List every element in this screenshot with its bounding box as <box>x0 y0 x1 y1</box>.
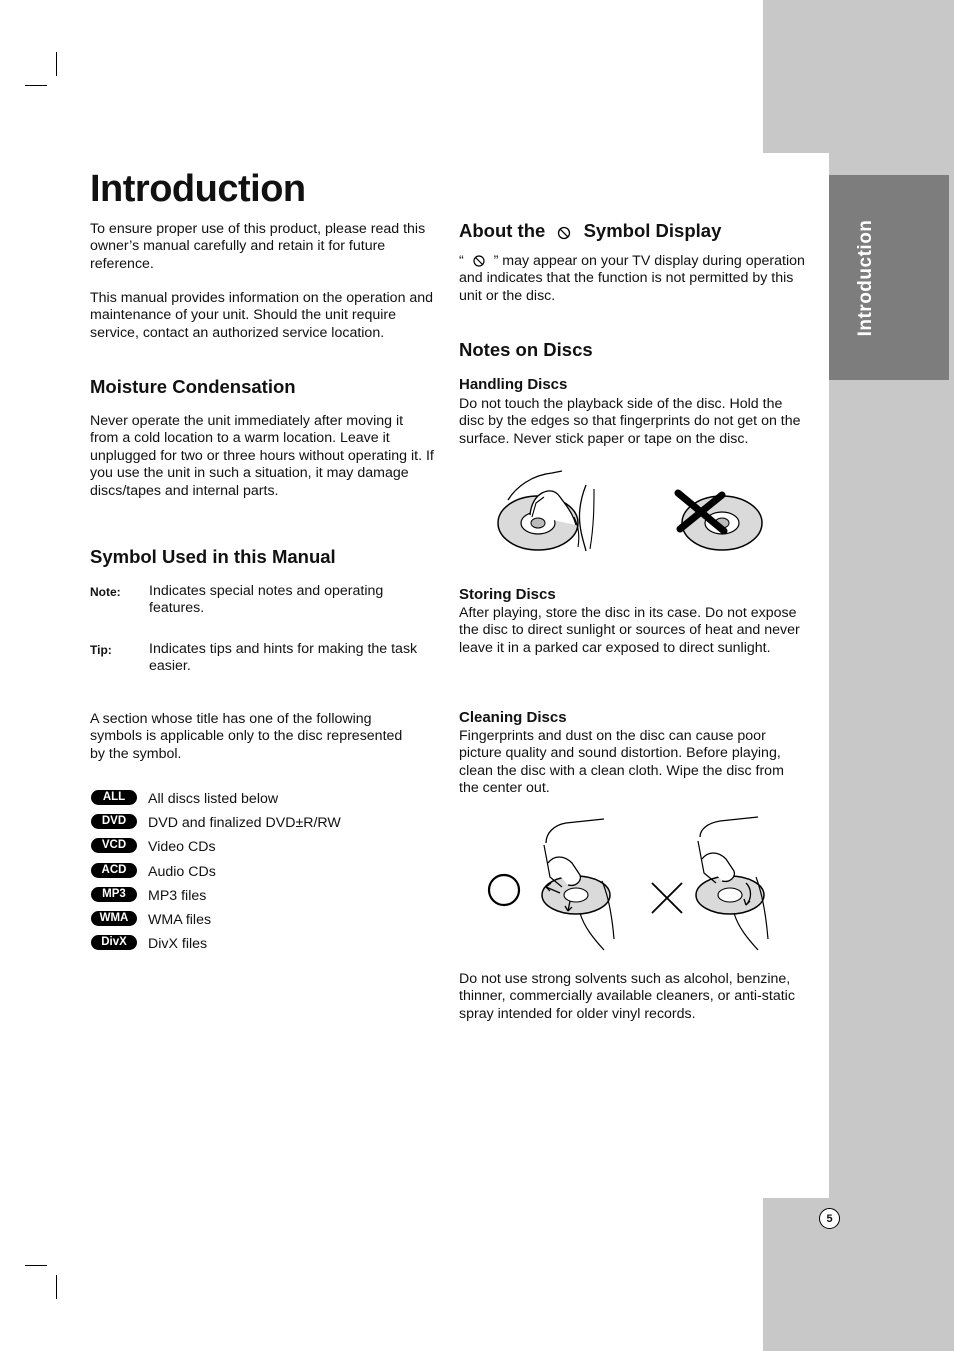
incorrect-cleaning-disc-icon <box>696 817 768 950</box>
disc-badge-wma: WMA <box>91 911 137 926</box>
handling-heading: Handling Discs <box>459 376 568 393</box>
disc-badge-vcd: VCD <box>91 838 137 853</box>
intro-paragraph-2: This manual provides information on the operation and maintenance of your unit. Should the unit require service, contact an authorized service location. <box>90 290 434 341</box>
disc-handling-illustration <box>490 465 780 560</box>
about-symbol-body <box>459 253 807 305</box>
crop-mark <box>25 85 47 86</box>
disc-badge-divx: DivX <box>91 935 137 950</box>
crop-mark <box>56 1275 57 1299</box>
note-text: Indicates special notes and operating features. <box>149 583 384 617</box>
solvents-warning: Do not use strong solvents such as alcohol, benzine, thinner, commercially available cleaners, or anti-static spray intended for older vinyl records. <box>459 971 795 1022</box>
symbols-heading: Symbol Used in this Manual <box>90 546 336 567</box>
page-margin-strip-bottom <box>763 1198 954 1351</box>
disc-badge-all: ALL <box>91 790 137 805</box>
disc-badge-mp3: MP3 <box>91 887 137 902</box>
tip-key: Tip: <box>90 643 112 657</box>
notes-on-discs-heading: Notes on Discs <box>459 339 593 360</box>
side-tab-label: Introduction <box>855 219 876 337</box>
disc-label: MP3 files <box>148 888 207 904</box>
crop-mark <box>25 1265 47 1266</box>
about-quote-open: “ <box>459 253 464 269</box>
section-side-tab[interactable] <box>829 175 949 380</box>
page-title: Introduction <box>90 168 306 210</box>
tip-text: Indicates tips and hints for making the task easier. <box>149 641 418 675</box>
disc-badge-dvd: DVD <box>91 814 137 829</box>
moisture-heading: Moisture Condensation <box>90 376 296 397</box>
prohibited-symbol-icon <box>550 223 578 241</box>
disc-badge-acd: ACD <box>91 863 137 878</box>
note-key: Note: <box>90 585 121 599</box>
correct-hold-disc-icon <box>498 471 594 551</box>
storing-heading: Storing Discs <box>459 586 556 603</box>
crop-mark <box>56 52 57 76</box>
about-body-text: ” may appear on your TV display during operation and indicates that the function is not permitted by this unit or the disc. <box>459 253 805 304</box>
cleaning-heading: Cleaning Discs <box>459 709 567 726</box>
moisture-body: Never operate the unit immediately after moving it from a cold location to a warm location. Leave it unplugged for two or three hours without operating it. If you use the unit in such a situation, it may damage discs/tapes and internal parts. <box>90 413 434 499</box>
cleaning-body: Fingerprints and dust on the disc can cause poor picture quality and sound distortion. Before playing, clean the disc with a clean cloth. Wipe the disc from the center out. <box>459 728 784 797</box>
about-heading-post: Symbol Display <box>583 220 722 241</box>
disc-cleaning-illustration <box>484 815 784 960</box>
incorrect-mark-icon <box>652 883 682 913</box>
disc-label: Video CDs <box>148 839 216 855</box>
about-symbol-heading <box>459 220 721 242</box>
page-number: 5 <box>819 1208 840 1229</box>
disc-label: All discs listed below <box>148 791 279 807</box>
about-heading-pre: About the <box>459 220 546 241</box>
disc-label: WMA files <box>148 912 212 928</box>
intro-paragraph-1: To ensure proper use of this product, please read this owner’s manual carefully and retain it for future reference. <box>90 221 426 272</box>
disc-label: DivX files <box>148 936 208 952</box>
page-margin-strip-top <box>763 0 954 153</box>
incorrect-hold-disc-icon <box>678 493 762 550</box>
note-definition <box>90 583 435 623</box>
handling-body: Do not touch the playback side of the disc. Hold the disc by the edges so that fingerprints do not get on the surface. Never stick paper or tape on the disc. <box>459 396 801 447</box>
disc-label: Audio CDs <box>148 864 216 880</box>
correct-cleaning-disc-icon <box>542 819 614 950</box>
tip-definition <box>90 641 435 681</box>
disc-symbol-intro: A section whose title has one of the following symbols is applicable only to the disc represented by the symbol. <box>90 711 403 762</box>
prohibited-symbol-icon <box>468 254 490 268</box>
storing-body: After playing, store the disc in its case. Do not expose the disc to direct sunlight or sources of heat and never leave it in a parked car exposed to direct sunlight. <box>459 605 800 656</box>
correct-mark-icon <box>489 875 519 905</box>
disc-label: DVD and finalized DVD±R/RW <box>148 815 341 831</box>
